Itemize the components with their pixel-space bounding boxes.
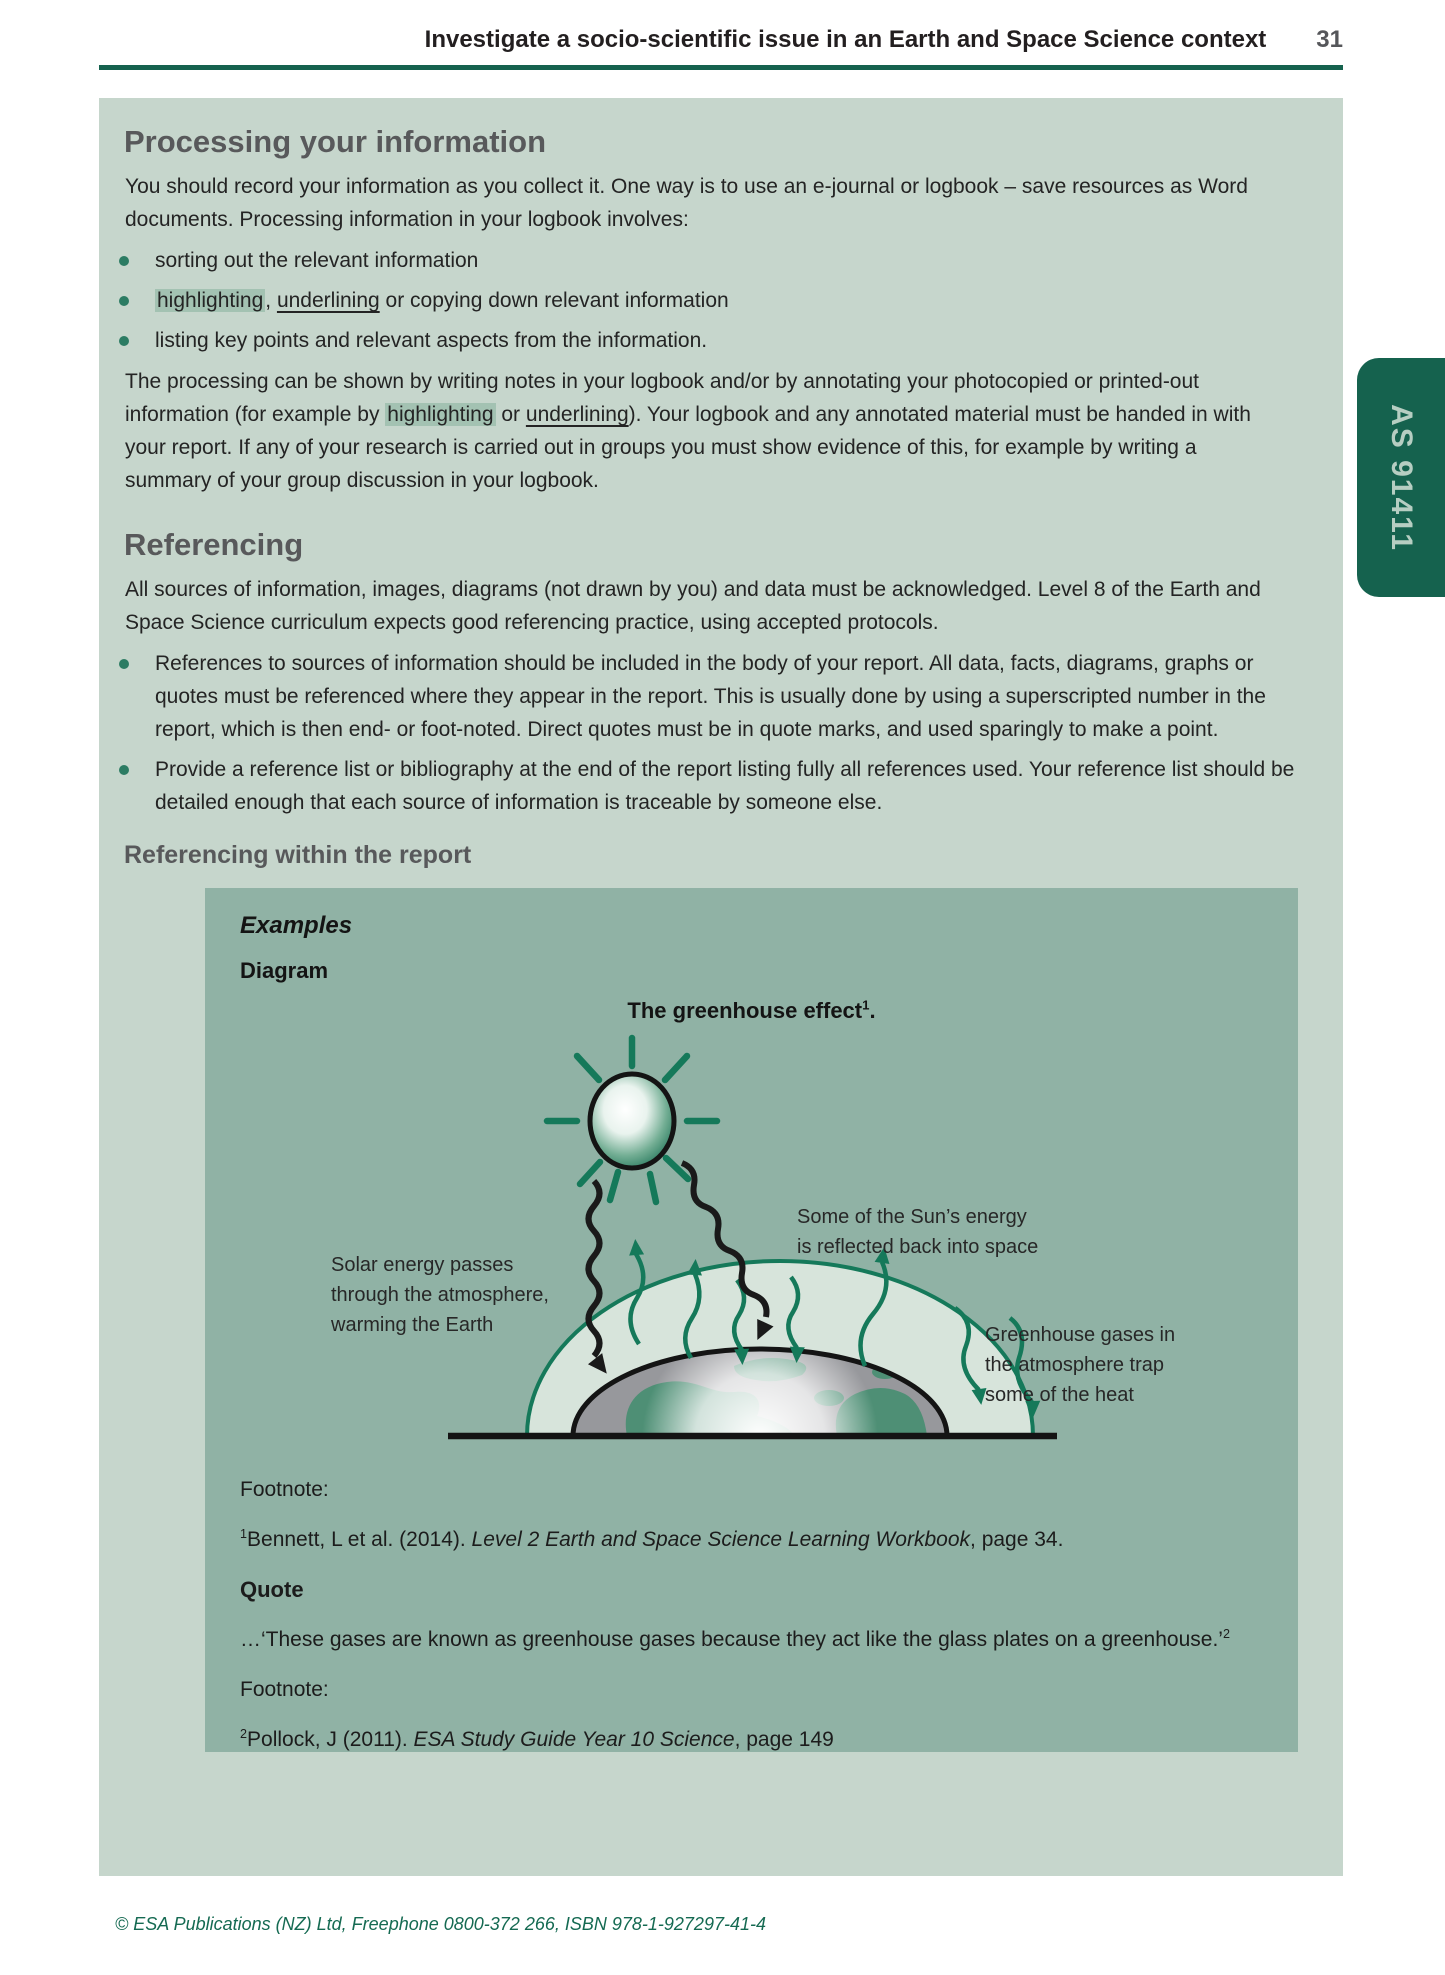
footer-credit: © ESA Publications (NZ) Ltd, Freephone 0800-372 266, ISBN 978-1-927297-41-4 (115, 1914, 766, 1934)
standard-side-tab (1357, 358, 1445, 597)
quote-label: Quote (240, 1577, 304, 1602)
processing-bullet-list (117, 244, 1315, 357)
footnote-1: $^1$Bennett, L et al. (2014). Level 2 Earth and Space Science Learning Workbook, page 34. (240, 1527, 1064, 1551)
page-number: 31 (1316, 26, 1343, 53)
processing-paragraph: The processing can be shown by writing notes in your logbook and/or by annotating your photocopied or printed-out information (for example by highlighting or underlining). Your logbook and any annotated material must be handed in with your report. If any of your research is carried out in groups you must show evidence of this, for example by writing a summary of your group discussion in your logbook. (125, 370, 1251, 492)
bullet-dot (117, 244, 155, 277)
sun-icon (590, 1074, 674, 1168)
bullet-text: References to sources of information should be included in the body of your report. All data, facts, diagrams, graphs or quotes must be referenced where they appear in the report. This is usually done by using a superscripted number in the report, which is then end- or foot-noted. Direct quotes must be in quote marks, and used sparingly to make a point. (155, 652, 1266, 741)
quote-text: …‘These gases are known as greenhouse gases because they act like the glass plates on a greenhouse.’$^2$ (240, 1627, 1230, 1651)
bullet-dot (117, 284, 155, 317)
bullet-text: listing key points and relevant aspects from the information. (155, 329, 708, 352)
bullet-item (117, 647, 1305, 746)
footnote-label: Footnote: (240, 1678, 329, 1701)
bullet-text: highlighting, underlining or copying down relevant information (157, 289, 729, 312)
label-solar-energy: Solar energy passes through the atmosphere, warming the Earth (331, 1254, 549, 1336)
greenhouse-diagram (240, 994, 1263, 1449)
diagram-label: Diagram (240, 958, 329, 983)
heading-processing: Processing your information (124, 124, 547, 159)
footnote-label: Footnote: (240, 1478, 329, 1501)
header-rule (99, 65, 1343, 70)
label-reflected-energy: Some of the Sun’s energy is reflected back into space (797, 1206, 1039, 1258)
diagram-title: The greenhouse effect$^1$. (627, 997, 876, 1023)
bullet-item (117, 753, 1305, 819)
label-greenhouse-gases: Greenhouse gases in the atmosphere trap some of the heat (985, 1324, 1176, 1406)
heading-referencing: Referencing (124, 527, 304, 562)
bullet-dot (117, 324, 155, 357)
referencing-bullet-list (117, 647, 1315, 819)
examples-panel (205, 888, 1298, 1752)
running-header (99, 26, 1343, 54)
processing-intro: You should record your information as you collect it. One way is to use an e-journal or logbook – save resources as Word documents. Processing information in your logbook involves: (125, 175, 1248, 231)
bullet-item (117, 284, 1305, 317)
bullet-item (117, 324, 1305, 357)
footnote-2: $^2$Pollock, J (2011). ESA Study Guide Year 10 Science, page 149 (240, 1727, 834, 1751)
bullet-dot (117, 753, 155, 819)
content-panel (99, 98, 1343, 1876)
standard-side-tab-label: AS 91411 (1385, 403, 1418, 552)
bullet-dot (117, 647, 155, 746)
subheading-referencing-report: Referencing within the report (124, 841, 472, 869)
header-title: Investigate a socio-scientific issue in an Earth and Space Science context (424, 26, 1267, 53)
bullet-text: Provide a reference list or bibliography at the end of the report listing fully all references used. Your reference list should be detailed enough that each source of information is traceable by someone else. (155, 758, 1295, 814)
referencing-intro: All sources of information, images, diagrams (not drawn by you) and data must be acknowledged. Level 8 of the Earth and Space Science curriculum expects good referencing practice, using accepted protocols. (125, 578, 1261, 634)
examples-title: Examples (240, 912, 353, 939)
bullet-text: sorting out the relevant information (155, 249, 479, 272)
bullet-item (117, 244, 1305, 277)
